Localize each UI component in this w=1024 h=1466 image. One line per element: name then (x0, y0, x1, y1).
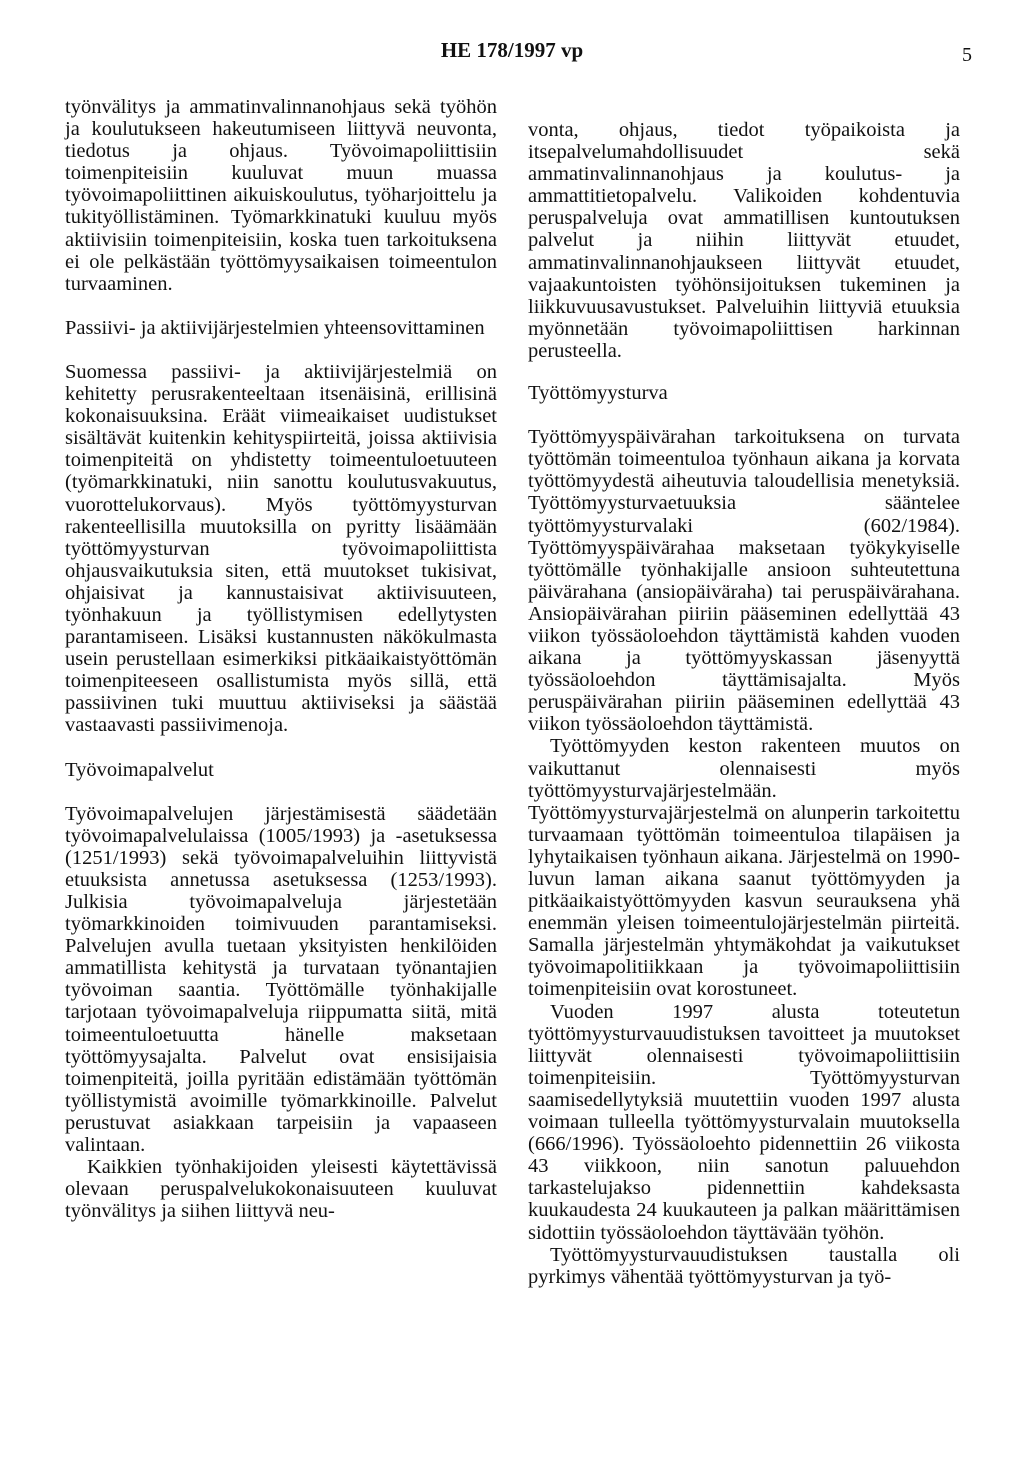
paragraph: Kaikkien työnhakijoiden yleisesti käytettävissä olevaan peruspalvelukokonaisuuteen kuuluvat työnvälitys ja siihen liittyvä neu- (65, 1156, 497, 1223)
section-heading: Passiivi- ja aktiivijärjestelmien yhteensovittaminen (65, 316, 485, 339)
paragraph: Työttömyyden keston rakenteen muutos on vaikuttanut olennaisesti myös työttömyysturvajärjestelmään. Työttömyysturvajärjestelmä on alunperin tarkoitettu turvaamaan työttömän toimeentuloa tilapäisen ja lyhytaikaisen työnhaun aikana. Järjestelmä on 1990-luvun laman aikana saanut työttömyyden ja pitkäaikaistyöttömyyden kasvun seurauksena yhä enemmän yleisen toimeentulojärjestelmän piirteitä. Samalla järjestelmän yhtymäkohdat ja vaikutukset työvoimapolitiikkaan ja työvoimapoliittisiin toimenpiteisiin ovat korostuneet. (528, 735, 960, 1001)
paragraph: Työttömyysturvauudistuksen taustalla oli pyrkimys vähentää työttömyysturvan ja työ- (528, 1243, 960, 1288)
document-id: HE 178/1997 vp (440, 38, 584, 62)
page-header (0, 38, 1024, 78)
section-heading: Työvoimapalvelut (65, 758, 214, 781)
paragraph: Työttömyyspäivärahan tarkoituksena on turvata työttömän toimeentuloa työnhaun aikana ja korvata työttömyydestä aiheutuvia taloudellisia menetyksiä. Työttömyysturvaetuuksia sääntelee työttömyysturvalaki (602/1984). Työttömyyspäivärahaa maksetaan työkykyiselle työttömälle työnhakijalle ansioon suhteutettuna päivärahana (ansiopäiväraha) tai peruspäivärahana. Ansiopäivärahan piiriin pääseminen edellyttää 43 viikon työssäoloehdon täyttämistä kahden vuoden aikana ja työttömyyskassan jäsenyyttä työssäoloehdon täyttämisajalta. Myös peruspäivärahan piiriin pääseminen edellyttää 43 viikon työssäoloehdon täyttämistä. (528, 426, 960, 736)
paragraph: Työvoimapalvelujen järjestämisestä säädetään työvoimapalvelulaissa (1005/1993) ja -asetuksessa (1251/1993) sekä työvoimapalveluihin liittyvistä etuuksista annetussa asetuksessa (1253/1993). Julkisia työvoimapalveluja järjestetään työmarkkinoiden toimivuuden parantamiseksi. Palvelujen avulla tuetaan yksityisten henkilöiden ammatillista kehitystä ja turvataan työnantajien työvoiman saantia. Työttömälle työnhakijalle tarjotaan työvoimapalveluja riippumatta siitä, mitä toimeentuloetuutta hänelle maksetaan työttömyysajalta. Palvelut ovat ensisijaisia toimenpiteitä, joilla pyritään edistämään työttömän työllistymistä avoimille työmarkkinoille. Palvelut perustuvat asiakkaan tarpeisiin ja vapaaseen valintaan. (65, 802, 497, 1157)
section-heading: Työttömyysturva (528, 382, 668, 405)
paragraph: Suomessa passiivi- ja aktiivijärjestelmiä on kehitetty perusrakenteeltaan itsenäisinä, erillisinä kokonaisuuksina. Eräät viimeaikaiset uudistukset sisältävät kuitenkin kehityspiirteitä, joissa aktiivisia toimenpiteitä on yhdistetty toimeentuloetuuteen (työmarkkinatuki, niin sanottu koulutusvakuutus, vuorottelukorvaus). Myös työttömyysturvan rakenteellisilla muutoksilla on pyritty lisäämään työttömyysturvan työvoimapoliittista ohjausvaikutuksia siten, että muutokset tukisivat, ohjaisivat ja kannustaisivat aktiivisuuteen, työnhakuun ja työllistymisen edellytysten parantamiseen. Lisäksi kustannusten näkökulmasta usein perustellaan esimerkiksi pitkäaikaistyöttömän toimenpiteeseen osallistumista myös sillä, että passiivinen tuki muuttuu aktiiviseksi ja säästää vastaavasti passiivimenoja. (65, 360, 497, 737)
paragraph: Vuoden 1997 alusta toteutetun työttömyysturvauudistuksen tavoitteet ja muutokset liittyvät olennaisesti työvoimapoliittisiin toimenpiteisiin. Työttömyysturvan saamisedellytyksiä muutettiin vuoden 1997 alusta voimaan tulleella työttömyysturvalain muutoksella (666/1996). Työssäoloehto pidennettiin 26 viikosta 43 viikkoon, niin sanotun paluuehdon tarkastelujakso pidennettiin kahdeksasta kuukaudesta 24 kuukauteen ja palkan määrittämisen sidottiin työssäoloehdon täyttävään työhön. (528, 1000, 960, 1244)
paragraph: vonta, ohjaus, tiedot työpaikoista ja itsepalvelumahdollisuudet sekä ammatinvalinnanohjaus ja koulutus- ja ammattitietopalvelu. Valikoiden kohdentuvia peruspalveluja ovat ammatillisen kuntoutuksen palvelut ja niihin liittyvät etuudet, ammatinvalinnanohjaukseen liittyvät etuudet, vajaakuntoisten työhönsijoituksen tukeminen ja liikkuvuusavustukset. Palveluihin liittyviä etuuksia myönnetään työvoimapoliittisen harkinnan perusteella. (528, 119, 960, 362)
left-column (65, 96, 497, 1222)
page-number: 5 (962, 44, 972, 66)
paragraph: työnvälitys ja ammatinvalinnanohjaus sekä työhön ja koulutukseen hakeutumiseen liittyvä neuvonta, tiedotus ja ohjaus. Työvoimapoliittisiin toimenpiteisiin kuuluvat muun muassa työvoimapoliittinen aikuiskoulutus, työharjoittelu ja tukityöllistäminen. Työmarkkinatuki kuuluu myös aktiivisiin toimenpiteisiin, koska tuen tarkoituksena ei ole pelkästään työttömyysaikaisen toimeentulon turvaaminen. (65, 96, 497, 295)
right-column (528, 119, 960, 1288)
